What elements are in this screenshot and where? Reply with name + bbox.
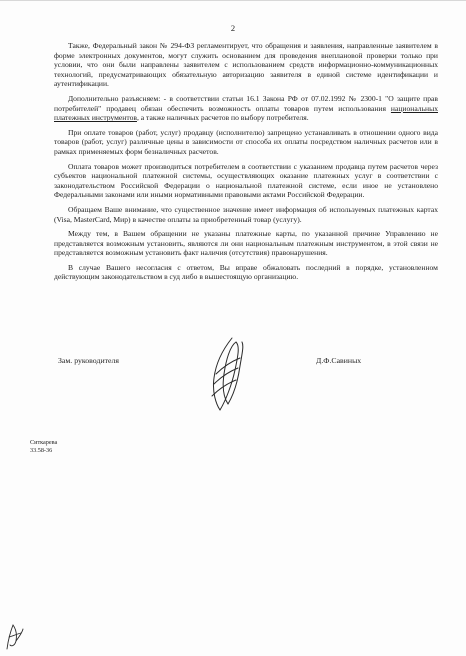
- paragraph-law-294: Также, Федеральный закон № 294-ФЗ регламентирует, что обращения и заявления, направленные заявителем в форме электронных документов, могут служить основанием для проведения внеплановой проверки только при условии, что они были направлены заявителем с использованием средств информационно-коммуникационных технологий, предусматривающих обязательную авторизацию заявителя в единой системе идентификации и аутентификации.: [54, 41, 438, 89]
- paragraph-price-rule: При оплате товаров (работ, услуг) продавцу (исполнителю) запрещено устанавливать в отношении одного вида товаров (работ, услуг) различные цены в зависимости от способа их оплаты посредством наличных расчетов или в рамках применяемых форм безналичных расчетов.: [54, 127, 438, 156]
- paragraph-payment-system: Оплата товаров может производиться потребителем в соответствии с указанием продавца путем расчетов через субъектов национальной платежной системы, осуществляющих оказание платежных услуг в соответствии с законодательством Российской Федерации о национальной платежной системе, если иное не установлено Федеральными законами или иными нормативными правовыми актами Российской Федерации.: [54, 161, 438, 200]
- paragraph-not-possible: Между тем, в Вашем обращении не указаны платежные карты, по указанной причине Управлению не представляется возможным установить, являются ли они национальным платежным инструментом, в этой связи не представляется возможным установить факт наличия (отсутствия) правонарушения.: [54, 229, 438, 258]
- signer-position: Зам. руководителя: [58, 356, 119, 365]
- letter-body: [54, 41, 438, 287]
- paragraph-clarification: [54, 94, 438, 123]
- margin-mark: [4, 619, 26, 651]
- paragraph-appeal: В случае Вашего несогласия с ответом, Вы вправе обжаловать последний в порядке, установленном действующим законодательством в суд либо в вышестоящую организацию.: [54, 262, 438, 282]
- clarification-tail: , а также наличных расчетов по выбору потребителя.: [136, 113, 309, 123]
- executor-phone: 33.58-36: [30, 447, 53, 454]
- signer-name: Д.Ф.Савиных: [316, 356, 362, 365]
- national-payment-instruments: национальных платежных инструментов: [54, 103, 438, 123]
- clarification-text: Дополнительно разъясняем: - в соответствии статьи 16.1 Закона РФ от 07.02.1992 № 2300-1 "О защите прав потребителей" продавец обязан обеспечить возможность оплаты товаров путем использования: [54, 93, 438, 113]
- handwritten-signature: [202, 334, 250, 414]
- executor-info: [30, 439, 57, 455]
- paragraph-cards-attention: Обращаем Ваше внимание, что существенное значение имеет информация об используемых платежных картах (Visa, MasterCard, Мир) в качестве оплаты за приобретенный товар (услугу).: [54, 204, 438, 224]
- executor-name: Ситкарева: [30, 439, 58, 446]
- page-number: 2: [230, 23, 236, 33]
